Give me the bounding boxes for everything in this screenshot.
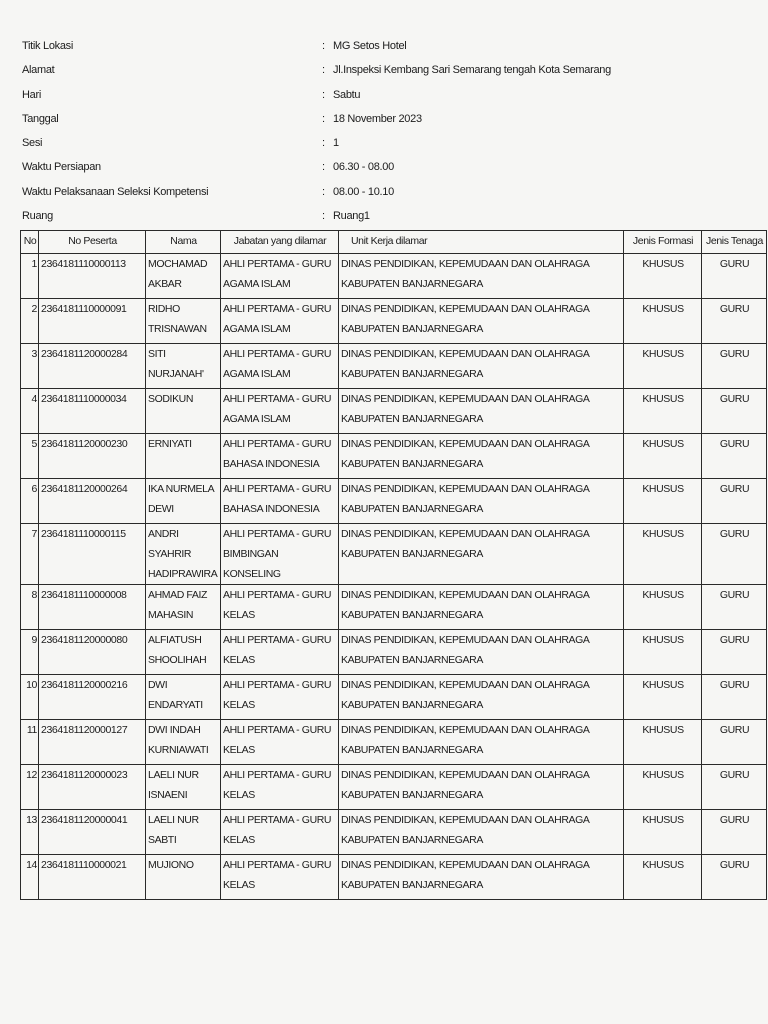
cell-jabatan: AHLI PERTAMA - GURU BAHASA INDONESIA	[221, 479, 339, 524]
cell-nama: MUJIONO	[146, 855, 221, 900]
cell-nama: SODIKUN	[146, 389, 221, 434]
cell-no: 11	[21, 720, 39, 765]
info-colon: :	[322, 88, 325, 101]
cell-no: 7	[21, 524, 39, 585]
cell-nama: LAELI NUR ISNAENI	[146, 765, 221, 810]
cell-jenis-formasi: KHUSUS	[624, 720, 702, 765]
table-row	[21, 765, 767, 810]
cell-no-peserta: 2364181120000216	[39, 675, 146, 720]
header-jenis-formasi: Jenis Formasi	[624, 231, 702, 254]
table-row	[21, 675, 767, 720]
cell-no-peserta: 2364181110000034	[39, 389, 146, 434]
cell-unit-kerja: DINAS PENDIDIKAN, KEPEMUDAAN DAN OLAHRAGA KABUPATEN BANJARNEGARA	[339, 299, 624, 344]
cell-unit-kerja: DINAS PENDIDIKAN, KEPEMUDAAN DAN OLAHRAGA KABUPATEN BANJARNEGARA	[339, 344, 624, 389]
cell-unit-kerja: DINAS PENDIDIKAN, KEPEMUDAAN DAN OLAHRAGA KABUPATEN BANJARNEGARA	[339, 630, 624, 675]
table-row	[21, 299, 767, 344]
info-label: Hari	[22, 88, 41, 101]
cell-jenis-tenaga: GURU	[702, 434, 767, 479]
info-colon: :	[322, 137, 325, 150]
info-colon: :	[322, 40, 325, 52]
table-row	[21, 344, 767, 389]
cell-jenis-tenaga: GURU	[702, 299, 767, 344]
cell-no: 14	[21, 855, 39, 900]
cell-no-peserta: 2364181120000127	[39, 720, 146, 765]
info-value: Jl.Inspeksi Kembang Sari Semarang tengah Kota Semarang	[333, 64, 611, 77]
header-unit-kerja: Unit Kerja dilamar	[339, 231, 624, 254]
cell-no-peserta: 2364181110000008	[39, 585, 146, 630]
cell-jenis-tenaga: GURU	[702, 389, 767, 434]
cell-unit-kerja: DINAS PENDIDIKAN, KEPEMUDAAN DAN OLAHRAGA KABUPATEN BANJARNEGARA	[339, 765, 624, 810]
participants-table	[20, 230, 767, 900]
cell-no: 6	[21, 479, 39, 524]
cell-no-peserta: 2364181120000041	[39, 810, 146, 855]
cell-jenis-tenaga: GURU	[702, 765, 767, 810]
cell-no-peserta: 2364181120000230	[39, 434, 146, 479]
table-row	[21, 630, 767, 675]
cell-jabatan: AHLI PERTAMA - GURU KELAS	[221, 810, 339, 855]
cell-unit-kerja: DINAS PENDIDIKAN, KEPEMUDAAN DAN OLAHRAGA KABUPATEN BANJARNEGARA	[339, 254, 624, 299]
info-value: Sabtu	[333, 88, 361, 101]
info-label: Titik Lokasi	[22, 40, 74, 52]
info-label: Sesi	[22, 137, 43, 150]
cell-unit-kerja: DINAS PENDIDIKAN, KEPEMUDAAN DAN OLAHRAGA KABUPATEN BANJARNEGARA	[339, 434, 624, 479]
cell-jenis-formasi: KHUSUS	[624, 434, 702, 479]
table-row	[21, 434, 767, 479]
cell-no: 9	[21, 630, 39, 675]
session-info	[22, 40, 722, 234]
info-value: 06.30 - 08.00	[333, 161, 394, 174]
cell-jenis-formasi: KHUSUS	[624, 585, 702, 630]
cell-jabatan: AHLI PERTAMA - GURU KELAS	[221, 855, 339, 900]
cell-jabatan: AHLI PERTAMA - GURU KELAS	[221, 675, 339, 720]
cell-no: 12	[21, 765, 39, 810]
cell-jabatan: AHLI PERTAMA - GURU KELAS	[221, 630, 339, 675]
cell-no-peserta: 2364181120000023	[39, 765, 146, 810]
cell-no: 5	[21, 434, 39, 479]
table-row	[21, 389, 767, 434]
info-row	[22, 137, 722, 161]
cell-no: 13	[21, 810, 39, 855]
cell-jenis-tenaga: GURU	[702, 254, 767, 299]
cell-unit-kerja: DINAS PENDIDIKAN, KEPEMUDAAN DAN OLAHRAGA KABUPATEN BANJARNEGARA	[339, 389, 624, 434]
cell-unit-kerja: DINAS PENDIDIKAN, KEPEMUDAAN DAN OLAHRAGA KABUPATEN BANJARNEGARA	[339, 855, 624, 900]
cell-nama: MOCHAMAD AKBAR	[146, 254, 221, 299]
cell-nama: ERNIYATI	[146, 434, 221, 479]
info-row	[22, 89, 722, 113]
cell-no: 1	[21, 254, 39, 299]
info-row	[22, 40, 722, 64]
cell-jenis-tenaga: GURU	[702, 810, 767, 855]
info-label: Tanggal	[22, 112, 59, 125]
cell-no-peserta: 2364181120000284	[39, 344, 146, 389]
info-row	[22, 113, 722, 137]
cell-unit-kerja: DINAS PENDIDIKAN, KEPEMUDAAN DAN OLAHRAGA KABUPATEN BANJARNEGARA	[339, 524, 624, 585]
cell-jenis-tenaga: GURU	[702, 585, 767, 630]
cell-jabatan: AHLI PERTAMA - GURU BIMBINGAN KONSELING	[221, 524, 339, 585]
cell-no: 3	[21, 344, 39, 389]
info-value: 1	[333, 137, 339, 150]
cell-jenis-formasi: KHUSUS	[624, 254, 702, 299]
cell-nama: DWI INDAH KURNIAWATI	[146, 720, 221, 765]
cell-no: 8	[21, 585, 39, 630]
cell-no-peserta: 2364181110000113	[39, 254, 146, 299]
cell-unit-kerja: DINAS PENDIDIKAN, KEPEMUDAAN DAN OLAHRAGA KABUPATEN BANJARNEGARA	[339, 585, 624, 630]
table-row	[21, 585, 767, 630]
cell-jenis-formasi: KHUSUS	[624, 299, 702, 344]
info-label: Waktu Persiapan	[22, 161, 101, 174]
info-colon: :	[322, 185, 325, 198]
cell-no: 10	[21, 675, 39, 720]
header-no: No	[21, 231, 39, 254]
cell-jabatan: AHLI PERTAMA - GURU BAHASA INDONESIA	[221, 434, 339, 479]
cell-jenis-formasi: KHUSUS	[624, 675, 702, 720]
cell-no: 2	[21, 299, 39, 344]
info-row	[22, 64, 722, 88]
cell-no-peserta: 2364181120000080	[39, 630, 146, 675]
info-colon: :	[322, 64, 325, 77]
cell-no: 4	[21, 389, 39, 434]
cell-unit-kerja: DINAS PENDIDIKAN, KEPEMUDAAN DAN OLAHRAGA KABUPATEN BANJARNEGARA	[339, 479, 624, 524]
header-jabatan: Jabatan yang dilamar	[221, 231, 339, 254]
header-jenis-tenaga: Jenis Tenaga	[702, 231, 767, 254]
table-header-row	[21, 231, 767, 254]
info-label: Ruang	[22, 210, 53, 223]
cell-no-peserta: 2364181110000115	[39, 524, 146, 585]
cell-jabatan: AHLI PERTAMA - GURU KELAS	[221, 720, 339, 765]
cell-nama: IKA NURMELA DEWI	[146, 479, 221, 524]
cell-jabatan: AHLI PERTAMA - GURU KELAS	[221, 585, 339, 630]
cell-jenis-tenaga: GURU	[702, 479, 767, 524]
cell-jabatan: AHLI PERTAMA - GURU AGAMA ISLAM	[221, 389, 339, 434]
info-value: 18 November 2023	[333, 112, 422, 125]
cell-jenis-formasi: KHUSUS	[624, 855, 702, 900]
info-row	[22, 161, 722, 185]
info-value: Ruang1	[333, 210, 370, 223]
cell-no-peserta: 2364181120000264	[39, 479, 146, 524]
info-value: MG Setos Hotel	[333, 40, 407, 52]
cell-unit-kerja: DINAS PENDIDIKAN, KEPEMUDAAN DAN OLAHRAGA KABUPATEN BANJARNEGARA	[339, 720, 624, 765]
cell-unit-kerja: DINAS PENDIDIKAN, KEPEMUDAAN DAN OLAHRAGA KABUPATEN BANJARNEGARA	[339, 810, 624, 855]
cell-nama: AHMAD FAIZ MAHASIN	[146, 585, 221, 630]
table-row	[21, 254, 767, 299]
table-row	[21, 720, 767, 765]
cell-jenis-tenaga: GURU	[702, 524, 767, 585]
cell-nama: ANDRI SYAHRIR HADIPRAWIRA	[146, 524, 221, 585]
info-label: Waktu Pelaksanaan Seleksi Kompetensi	[22, 185, 209, 198]
cell-nama: ALFIATUSH SHOOLIHAH	[146, 630, 221, 675]
info-colon: :	[322, 112, 325, 125]
info-value: 08.00 - 10.10	[333, 185, 394, 198]
cell-jenis-formasi: KHUSUS	[624, 765, 702, 810]
table-body	[21, 254, 767, 900]
cell-jenis-formasi: KHUSUS	[624, 389, 702, 434]
cell-no-peserta: 2364181110000091	[39, 299, 146, 344]
cell-jabatan: AHLI PERTAMA - GURU AGAMA ISLAM	[221, 344, 339, 389]
cell-jenis-tenaga: GURU	[702, 675, 767, 720]
cell-jenis-formasi: KHUSUS	[624, 344, 702, 389]
table-row	[21, 855, 767, 900]
cell-jenis-formasi: KHUSUS	[624, 524, 702, 585]
cell-jenis-formasi: KHUSUS	[624, 630, 702, 675]
cell-jabatan: AHLI PERTAMA - GURU AGAMA ISLAM	[221, 299, 339, 344]
cell-jenis-formasi: KHUSUS	[624, 810, 702, 855]
cell-jenis-tenaga: GURU	[702, 630, 767, 675]
cell-no-peserta: 2364181110000021	[39, 855, 146, 900]
info-label: Alamat	[22, 64, 55, 77]
cell-unit-kerja: DINAS PENDIDIKAN, KEPEMUDAAN DAN OLAHRAGA KABUPATEN BANJARNEGARA	[339, 675, 624, 720]
info-colon: :	[322, 161, 325, 174]
cell-jenis-formasi: KHUSUS	[624, 479, 702, 524]
cell-jenis-tenaga: GURU	[702, 855, 767, 900]
info-colon: :	[322, 210, 325, 223]
cell-nama: RIDHO TRISNAWAN	[146, 299, 221, 344]
cell-jenis-tenaga: GURU	[702, 344, 767, 389]
table-row	[21, 524, 767, 585]
cell-jabatan: AHLI PERTAMA - GURU KELAS	[221, 765, 339, 810]
cell-jabatan: AHLI PERTAMA - GURU AGAMA ISLAM	[221, 254, 339, 299]
header-no-peserta: No Peserta	[39, 231, 146, 254]
cell-jenis-tenaga: GURU	[702, 720, 767, 765]
table-row	[21, 479, 767, 524]
cell-nama: LAELI NUR SABTI	[146, 810, 221, 855]
info-row	[22, 186, 722, 210]
cell-nama: SITI NURJANAH'	[146, 344, 221, 389]
cell-nama: DWI ENDARYATI	[146, 675, 221, 720]
table-row	[21, 810, 767, 855]
header-nama: Nama	[146, 231, 221, 254]
